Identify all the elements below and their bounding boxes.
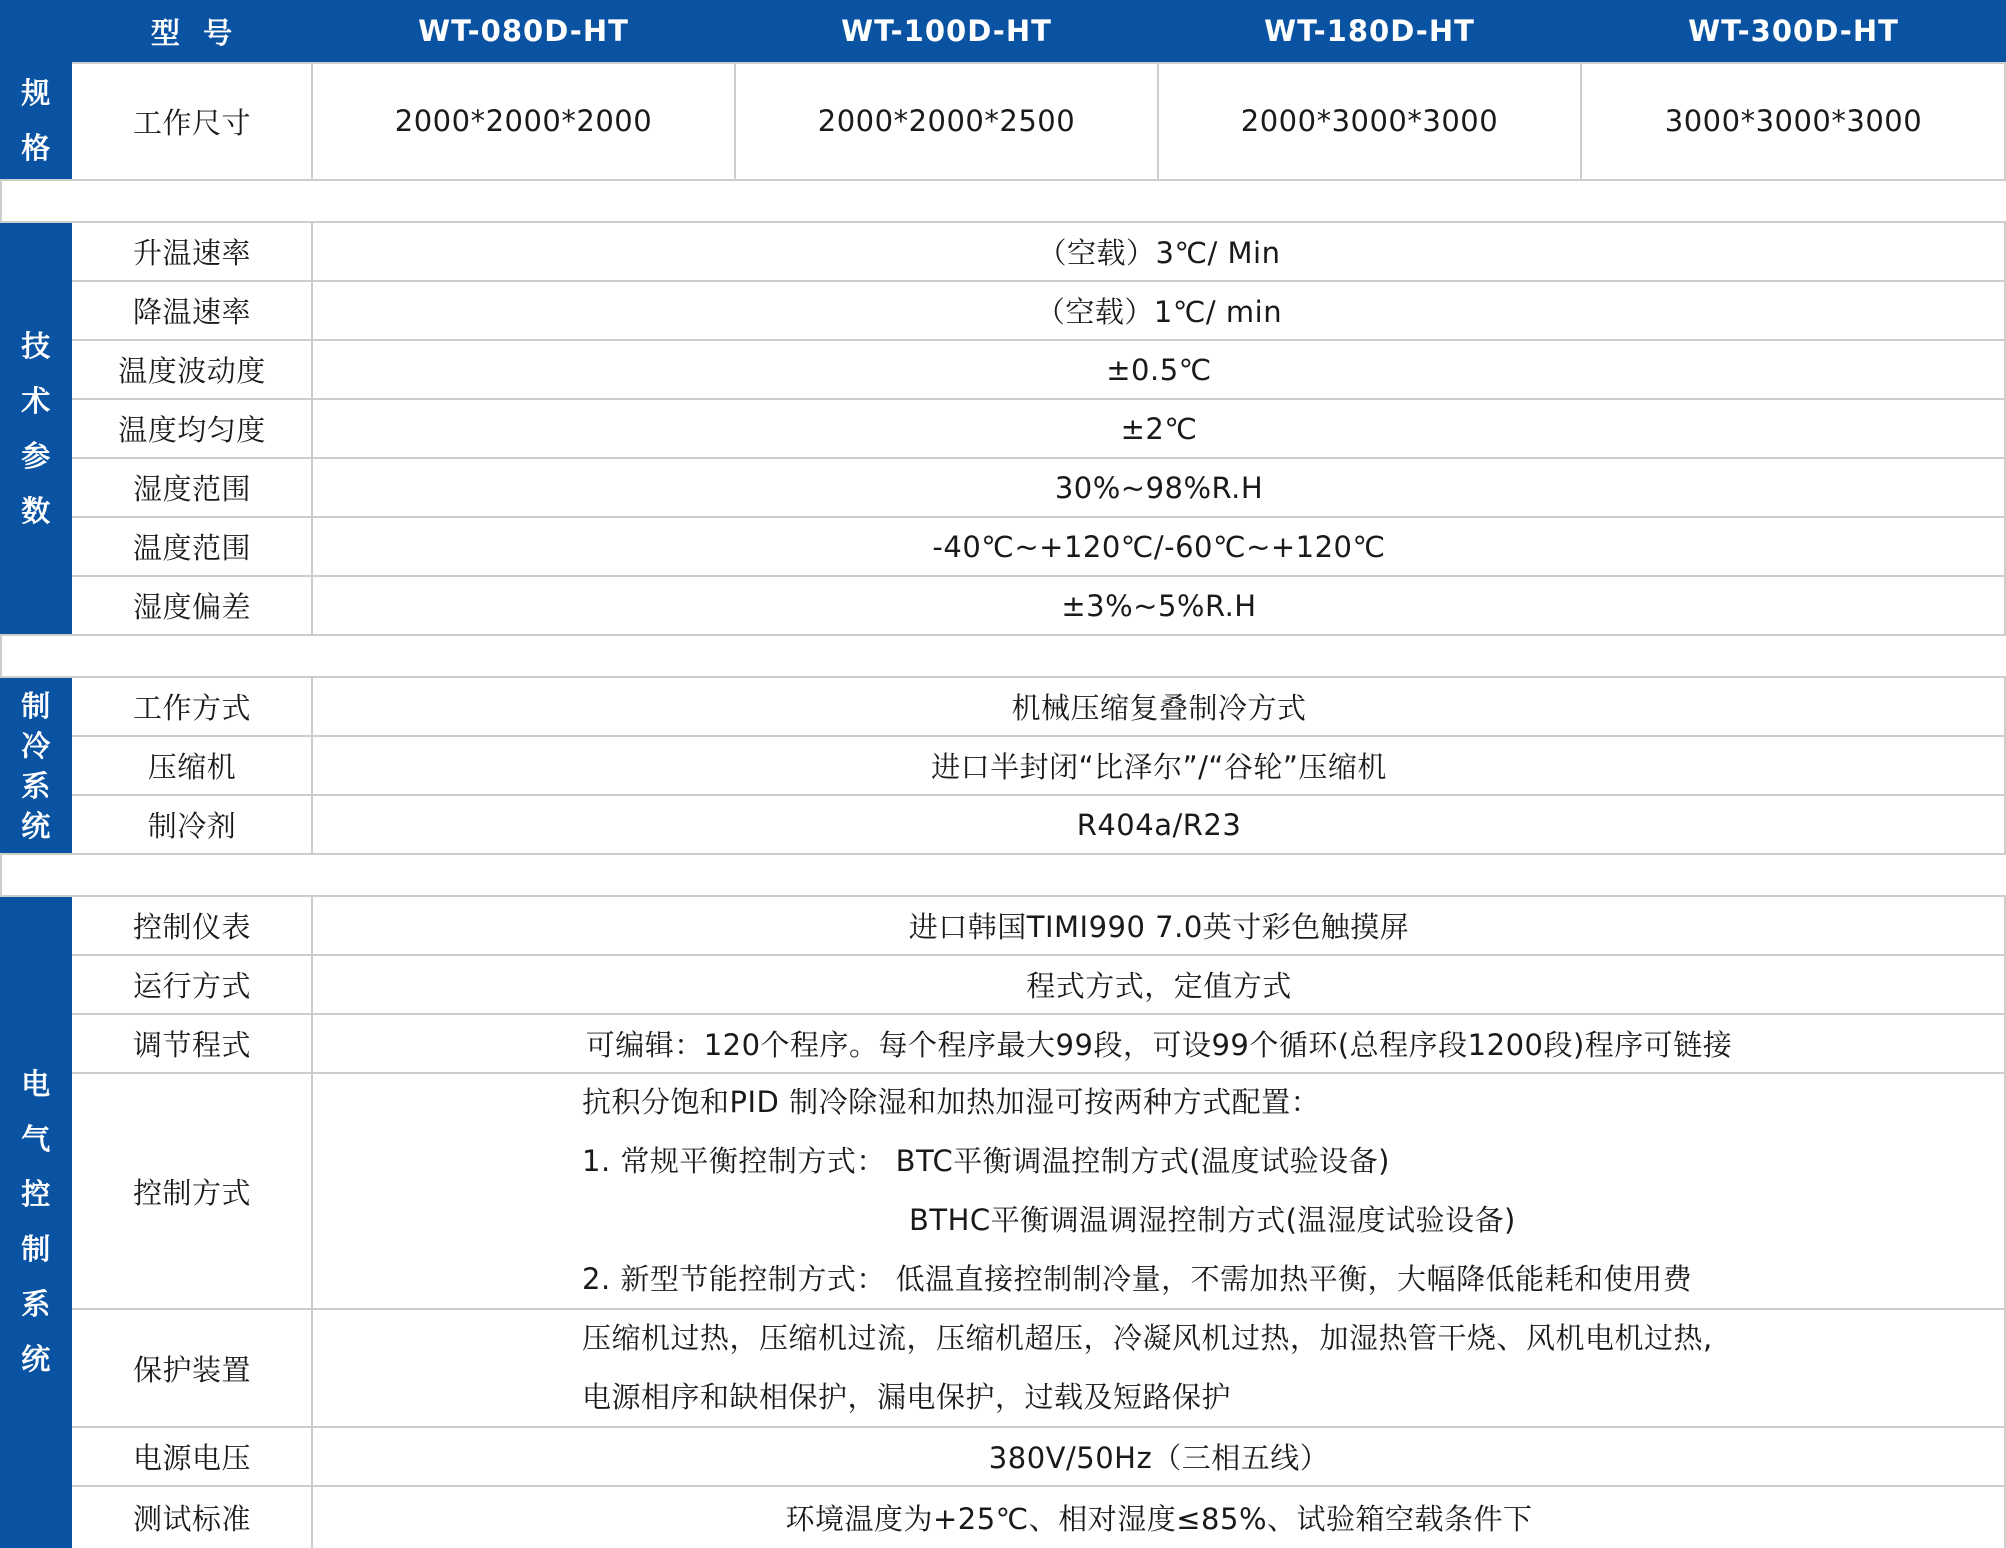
section-elec-char: 电 [21, 1067, 51, 1101]
row-label-control-mode: 控制方式 [72, 1073, 312, 1309]
row-label-work-mode: 工作方式 [72, 677, 312, 736]
section-spec [0, 62, 72, 180]
header-model-label: 型 号 [72, 0, 312, 62]
section-refrig-char: 系 [21, 768, 51, 803]
row-label-protection: 保护装置 [72, 1309, 312, 1427]
section-tech-char: 术 [21, 383, 51, 418]
row-divider [0, 179, 2006, 181]
cooling-rate-value: （空载）1℃/ min [312, 281, 2006, 340]
row-divider [0, 676, 2006, 678]
row-divider [72, 1308, 2006, 1310]
header-model-3: WT-180D-HT [1158, 0, 1581, 62]
row-divider [0, 853, 2006, 855]
instrument-value: 进口韩国TIMI990 7.0英寸彩色触摸屏 [312, 896, 2006, 955]
row-divider [72, 62, 2006, 64]
column-divider [311, 677, 313, 854]
standard-value: 环境温度为+25℃、相对湿度≤85%、试验箱空载条件下 [312, 1486, 2006, 1548]
row-label-work-size: 工作尺寸 [72, 62, 312, 180]
section-electrical-control [0, 896, 72, 1548]
work-size-4: 3000*3000*3000 [1581, 62, 2006, 180]
humidity-range-value: 30%~98%R.H [312, 458, 2006, 517]
section-tech-char: 数 [21, 493, 51, 528]
section-elec-char: 控 [21, 1177, 51, 1211]
section-refrig-char: 制 [21, 688, 51, 723]
temp-range-value: -40℃~+120℃/-60℃~+120℃ [312, 517, 2006, 576]
column-divider [0, 179, 2, 223]
work-size-2: 2000*2000*2500 [735, 62, 1158, 180]
section-spec-char: 规 [21, 76, 51, 110]
compressor-value: 进口半封闭“比泽尔”/“谷轮”压缩机 [312, 736, 2006, 795]
row-label-power: 电源电压 [72, 1427, 312, 1486]
section-tech [0, 222, 72, 635]
row-divider [0, 221, 2006, 223]
section-elec-char: 制 [21, 1232, 51, 1266]
column-divider [0, 634, 2, 678]
row-label-humidity-range: 湿度范围 [72, 458, 312, 517]
row-label-run-mode: 运行方式 [72, 955, 312, 1014]
section-elec-char: 气 [21, 1122, 51, 1156]
work-size-3: 2000*3000*3000 [1158, 62, 1581, 180]
row-divider [72, 339, 2006, 341]
section-tech-char: 技 [21, 328, 51, 363]
row-divider [72, 954, 2006, 956]
row-label-temp-uniformity: 温度均匀度 [72, 399, 312, 458]
control-mode-line: 2. 新型节能控制方式： 低温直接控制制冷量，不需加热平衡，大幅降低能耗和使用费 [582, 1262, 1693, 1296]
header-model-4: WT-300D-HT [1581, 0, 2006, 62]
run-mode-value: 程式方式，定值方式 [312, 955, 2006, 1014]
row-divider [0, 634, 2006, 636]
row-label-compressor: 压缩机 [72, 736, 312, 795]
row-divider [0, 895, 2006, 897]
humidity-deviation-value: ±3%~5%R.H [312, 576, 2006, 635]
section-tech-char: 参 [21, 438, 51, 473]
row-label-heating-rate: 升温速率 [72, 222, 312, 281]
header-model-2: WT-100D-HT [735, 0, 1158, 62]
column-divider [1580, 62, 1582, 180]
row-divider [72, 1013, 2006, 1015]
row-divider [72, 794, 2006, 796]
control-mode-line: 抗积分饱和PID 制冷除湿和加热加湿可按两种方式配置： [582, 1085, 1321, 1119]
program-value: 可编辑：120个程序。每个程序最大99段，可设99个循环(总程序段1200段)程序可链接 [312, 1014, 2006, 1073]
temp-uniformity-value: ±2℃ [312, 399, 2006, 458]
section-elec-char: 统 [21, 1342, 51, 1376]
header-model-1: WT-080D-HT [312, 0, 735, 62]
control-mode-line: 1. 常规平衡控制方式： BTC平衡调温控制方式(温度试验设备) [582, 1144, 1390, 1178]
row-divider [72, 735, 2006, 737]
section-spec-char: 格 [21, 131, 51, 165]
section-refrig-char: 统 [21, 808, 51, 843]
protection-line: 电源相序和缺相保护，漏电保护，过载及短路保护 [582, 1380, 1232, 1414]
row-label-humidity-deviation: 湿度偏差 [72, 576, 312, 635]
control-mode-value [312, 1073, 2006, 1309]
row-label-cooling-rate: 降温速率 [72, 281, 312, 340]
row-divider [72, 516, 2006, 518]
work-size-1: 2000*2000*2000 [312, 62, 735, 180]
protection-line: 压缩机过热，压缩机过流，压缩机超压，冷凝风机过热，加湿热管干烧、风机电机过热, [582, 1321, 1713, 1355]
temp-fluctuation-value: ±0.5℃ [312, 340, 2006, 399]
row-label-temp-fluctuation: 温度波动度 [72, 340, 312, 399]
column-divider [311, 222, 313, 635]
row-label-standard: 测试标准 [72, 1486, 312, 1548]
section-elec-char: 系 [21, 1287, 51, 1321]
control-mode-line: BTHC平衡调温调湿控制方式(温湿度试验设备) [909, 1203, 1516, 1237]
row-label-refrigerant: 制冷剂 [72, 795, 312, 854]
row-divider [72, 1072, 2006, 1074]
row-label-program: 调节程式 [72, 1014, 312, 1073]
column-divider [0, 853, 2, 897]
column-divider [734, 62, 736, 180]
section-refrigeration [0, 677, 72, 854]
work-mode-value: 机械压缩复叠制冷方式 [312, 677, 2006, 736]
header-corner [0, 0, 72, 62]
refrigerant-value: R404a/R23 [312, 795, 2006, 854]
row-divider [72, 1426, 2006, 1428]
heating-rate-value: （空载）3℃/ Min [312, 222, 2006, 281]
row-divider [72, 575, 2006, 577]
column-divider [311, 896, 313, 1548]
protection-value [312, 1309, 2006, 1427]
row-divider [72, 1485, 2006, 1487]
row-label-instrument: 控制仪表 [72, 896, 312, 955]
power-value: 380V/50Hz（三相五线） [312, 1427, 2006, 1486]
column-divider [1157, 62, 1159, 180]
row-label-temp-range: 温度范围 [72, 517, 312, 576]
row-divider [72, 457, 2006, 459]
row-divider [72, 398, 2006, 400]
section-refrig-char: 冷 [21, 728, 51, 763]
row-divider [72, 280, 2006, 282]
column-divider [311, 62, 313, 180]
